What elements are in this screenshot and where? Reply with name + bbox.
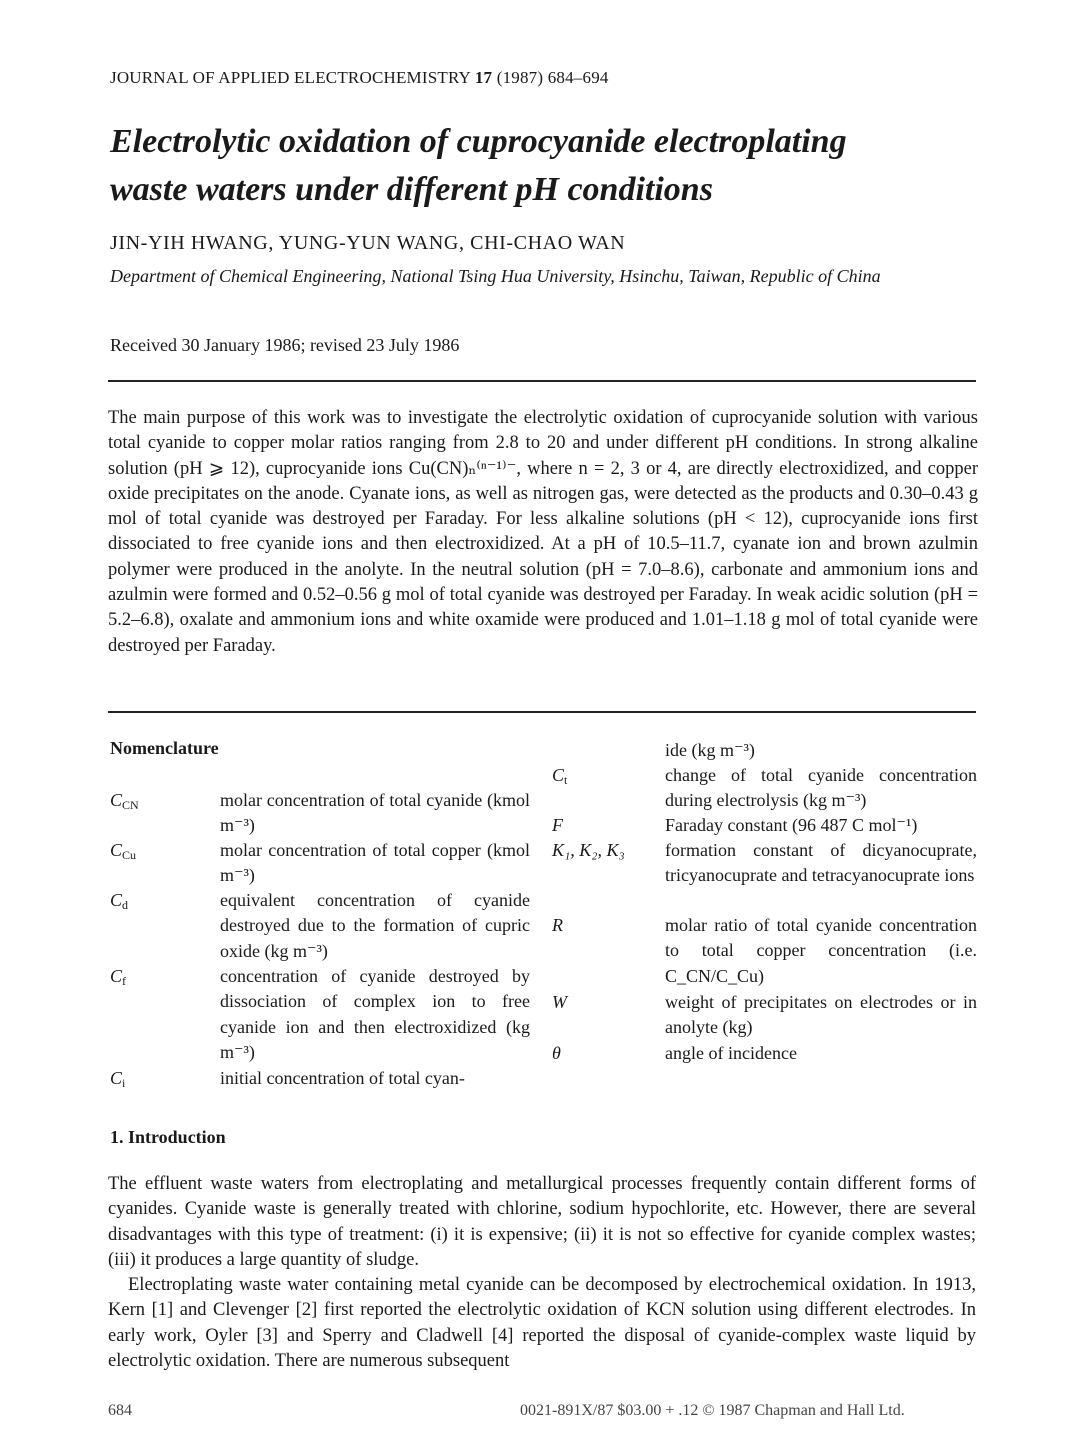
journal-name: JOURNAL OF APPLIED ELECTROCHEMISTRY [110, 68, 471, 87]
nom-symbol: $C_d$ [110, 890, 129, 912]
introduction-body [108, 1172, 976, 1374]
title-line-1: Electrolytic oxidation of cuprocyanide electroplating [110, 123, 847, 160]
nom-definition: formation constant of dicyanocuprate, tricyanocuprate and tetracyanocuprate ions [665, 840, 977, 886]
intro-paragraph-1: The effluent waste waters from electroplating and metallurgical processes frequently contain different forms of cyanides. Cyanide waste is generally treated with chlorine, sodium hypochlorite, etc. However, there are several disadvantages with this type of treatment: (i) it is expensive; (ii) it is not so effective for cyanide complex wastes; (iii) it produces a large quantity of sludge. [108, 1174, 976, 1270]
title-line-2: waste waters under different pH conditions [110, 171, 713, 208]
nom-symbol: R [552, 915, 563, 935]
nom-symbol: $C_{Cu}$ [110, 840, 137, 862]
journal-year-pages: (1987) 684–694 [496, 68, 609, 87]
nom-definition: molar ratio of total cyanide concentration to total copper concentration (i.e. C_CN/C_Cu) [665, 915, 977, 986]
nom-symbol: W [552, 992, 567, 1012]
nom-symbol: $C_i$ [110, 1068, 126, 1090]
affiliation: Department of Chemical Engineering, National Tsing Hua University, Hsinchu, Taiwan, Republic of China [110, 266, 881, 286]
received-dates: Received 30 January 1986; revised 23 July 1986 [110, 335, 460, 355]
nom-symbol: F [552, 815, 563, 835]
section-heading-introduction: 1. Introduction [110, 1127, 226, 1147]
nom-definition: initial concentration of total cyan- [220, 1068, 465, 1088]
page-number: 684 [108, 1402, 132, 1419]
journal-volume: 17 [474, 68, 493, 87]
nom-symbol: K₁, K₂, K₃ [552, 840, 625, 860]
nom-symbol: $C_{CN}$ [110, 790, 139, 812]
divider-bottom [108, 711, 976, 713]
nom-definition: angle of incidence [665, 1043, 797, 1063]
footer-codes: 0021-891X/87 $03.00 + .12 © 1987 Chapman and Hall Ltd. [520, 1402, 905, 1419]
nom-definition: equivalent concentration of cyanide destroyed due to the formation of cupric oxide (kg m⁻³) [220, 890, 530, 961]
nom-definition: change of total cyanide concentration during electrolysis (kg m⁻³) [665, 765, 977, 811]
nom-definition: molar concentration of total cyanide (kmol m⁻³) [220, 790, 530, 836]
nom-symbol: $C_t$ [552, 765, 568, 787]
nom-definition: molar concentration of total copper (kmol m⁻³) [220, 840, 530, 886]
nom-symbol: $C_f$ [110, 966, 127, 988]
nom-definition: weight of precipitates on electrodes or in anolyte (kg) [665, 992, 977, 1038]
article-title [110, 118, 1010, 214]
journal-header [110, 68, 609, 88]
nomenclature-heading: Nomenclature [110, 738, 219, 758]
nom-continuation: ide (kg m⁻³) [665, 740, 755, 760]
divider-top [108, 380, 976, 382]
intro-paragraph-2: Electroplating waste water containing metal cyanide can be decomposed by electrochemical oxidation. In 1913, Kern [1] and Clevenger [2] first reported the electrolytic oxidation of KCN solution using different electrodes. In early work, Oyler [3] and Sperry and Cladwell [4] reported the disposal of cyanide-complex waste liquid by electrolytic oxidation. There are numerous subsequent [108, 1275, 976, 1372]
nom-symbol: θ [552, 1043, 561, 1063]
abstract-text: The main purpose of this work was to investigate the electrolytic oxidation of cuprocyanide solution with various total cyanide to copper molar ratios ranging from 2.8 to 20 and under different pH conditions. In strong alkaline solution (pH ⩾ 12), cuprocyanide ions Cu(CN)ₙ⁽ⁿ⁻¹⁾⁻, where n = 2, 3 or 4, are directly electroxidized, and copper oxide precipitates on the anode. Cyanate ions, as well as nitrogen gas, were detected as the products and 0.30–0.43 g mol of total cyanide was destroyed per Faraday. For less alkaline solutions (pH < 12), cuprocyanide ions first dissociated to free cyanide ions and then electroxidized. At a pH of 10.5–11.7, cyanate ion and brown azulmin polymer were produced in the anolyte. In the neutral solution (pH = 7.0–8.6), carbonate and ammonium ions and azulmin were formed and 0.52–0.56 g mol of total cyanide was destroyed per Faraday. In weak acidic solution (pH = 5.2–6.8), oxalate and ammonium ions and white oxamide were produced and 1.01–1.18 g mol of total cyanide were destroyed per Faraday. [108, 408, 978, 656]
nom-definition: concentration of cyanide destroyed by dissociation of complex ion to free cyanide ion and then electroxidized (kg m⁻³) [220, 966, 530, 1062]
nom-definition: Faraday constant (96 487 C mol⁻¹) [665, 815, 918, 835]
authors: JIN-YIH HWANG, YUNG-YUN WANG, CHI-CHAO WAN [110, 232, 626, 254]
abstract [108, 406, 978, 659]
